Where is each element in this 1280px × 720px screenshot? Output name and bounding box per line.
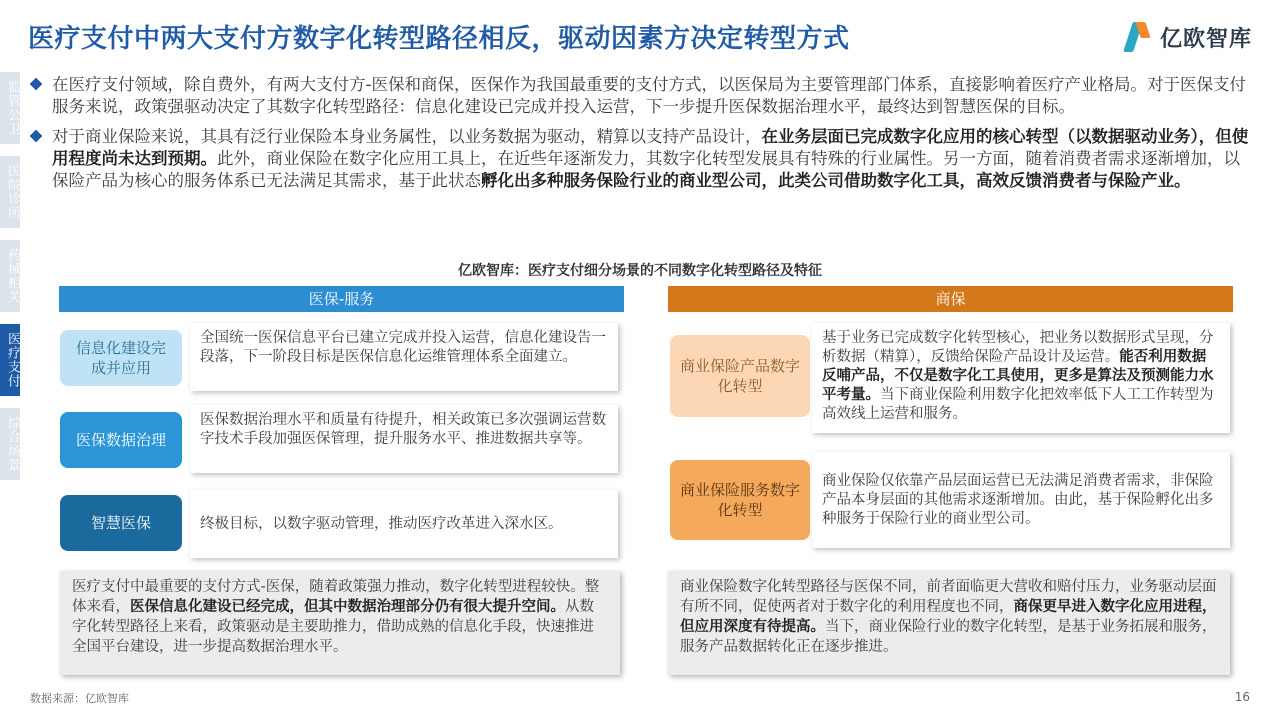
stage-desc-service-digital: 商业保险仅依靠产品层面运营已无法满足消费者需求，非保险产品本身层面的其他需求逐渐增加。由此，基于保险孵化出多种服务于保险行业的商业型公司。 [812, 452, 1230, 548]
logo [1126, 20, 1252, 54]
logo-text: 亿欧智库 [1159, 26, 1252, 52]
summary-text: 医疗支付中最重要的支付方式-医保，随着政策强力推动，数字化转型进程较快。整体来看， [72, 579, 600, 615]
stage-label-product-digital: 商业保险产品数字化转型 [670, 335, 810, 417]
diamond-bullet-icon [30, 78, 43, 91]
nav-tab-pharma[interactable]: 药械相关 [0, 240, 20, 312]
bullet-text: 此外，商业保险在数字化应用工具上，在近些年逐渐发力，其数字化转型发展具有特殊的行业属性。另一方面，随着消费者需求逐渐增加，以保险产品为核心的服务体系已无法满足其需求，基于此状态 [52, 149, 1240, 190]
stage-label-data-governance: 医保数据治理 [60, 412, 182, 468]
bullet-emphasis: 孵化出多种服务保险行业的商业型公司，此类公司借助数字化工具，高效反馈消费者与保险产业。 [481, 171, 1191, 190]
bullet-item [30, 74, 1252, 118]
nav-tab-regulation[interactable]: 监管公卫 [0, 72, 20, 144]
column-header-medical-insurance: 医保-服务 [59, 286, 624, 312]
summary-text: 当下，商业保险行业的数字化转型，是基于业务拓展和服务，服务产品数据转化正在逐步推进。 [680, 619, 1217, 655]
stage-desc-info-build: 全国统一医保信息平台已建立完成并投入运营，信息化建设告一段落，下一阶段目标是医保信息化运维管理体系全面建立。 [190, 323, 618, 391]
data-source: 数据来源：亿欧智库 [30, 692, 129, 705]
bullet-text: 在医疗支付领域，除自费外，有两大支付方-医保和商保，医保作为我国最重要的支付方式，以医保局为主要管理部门体系，直接影响着医疗产业格局。对于医保支付服务来说，政策强驱动决定了其数字化转型路径：信息化建设已完成并投入运营，下一步提升医保数据治理水平，最终达到智慧医保的目标。 [52, 75, 1246, 116]
intro-bullets [30, 74, 1252, 200]
summary-text: 从数字化转型路径上来看，政策驱动是主要助推力，借助成熟的信息化手段，快速推进全国平台建设，进一步提高数据治理水平。 [72, 599, 594, 655]
figure-title: 亿欧智库：医疗支付细分场景的不同数字化转型路径及特征 [458, 263, 822, 279]
column-header-commercial-insurance: 商保 [668, 286, 1233, 312]
desc-text: 基于业务已完成数字化转型核心，把业务以数据形式呈现，分析数据（精算），反馈给保险产品设计及运营。 [822, 330, 1214, 365]
page-title: 医疗支付中两大支付方数字化转型路径相反，驱动因素方决定转型方式 [28, 24, 850, 54]
section-nav [0, 72, 20, 492]
summary-emphasis: 商保更早进入数字化应用进程，但应用深度有待提高。 [680, 599, 1217, 635]
bullet-emphasis: 在业务层面已完成数字化应用的核心转型（以数据驱动业务），但使用程度尚未达到预期。 [52, 127, 1249, 168]
diamond-bullet-icon [30, 130, 43, 143]
summary-emphasis: 医保信息化建设已经完成，但其中数据治理部分仍有很大提升空间。 [130, 599, 565, 615]
page-number: 16 [1234, 690, 1250, 704]
summary-commercial-insurance [668, 571, 1230, 675]
nav-tab-integrated[interactable]: 综合场景 [0, 408, 20, 480]
stage-desc-product-digital [812, 323, 1230, 433]
stage-desc-smart-insurance: 终极目标，以数字驱动管理，推动医疗改革进入深水区。 [190, 490, 618, 558]
nav-tab-payment[interactable]: 医疗支付 [0, 324, 20, 396]
stage-label-smart-insurance: 智慧医保 [60, 495, 182, 551]
stage-label-service-digital: 商业保险服务数字化转型 [670, 460, 810, 540]
bullet-text: 对于商业保险来说，其具有泛行业保险本身业务属性，以业务数据为驱动，精算以支持产品设计， [52, 127, 762, 146]
summary-text: 商业保险数字化转型路径与医保不同，前者面临更大营收和赔付压力，业务驱动层面有所不同，促使两者对于数字化的利用程度也不同， [680, 579, 1217, 615]
summary-medical-insurance [60, 571, 620, 675]
logo-icon [1126, 20, 1154, 54]
stage-label-info-build: 信息化建设完成并应用 [60, 330, 182, 386]
bullet-item [30, 126, 1252, 192]
desc-emphasis: 能否利用数据反哺产品，不仅是数字化工具使用，更多是算法及预测能力水平考量。 [822, 349, 1214, 403]
stage-desc-data-governance: 医保数据治理水平和质量有待提升，相关政策已多次强调运营数字技术手段加强医保管理，提升服务水平、推进数据共享等。 [190, 405, 618, 473]
nav-tab-hospital[interactable]: 医院诊所 [0, 156, 20, 228]
desc-text: 当下商业保险利用数字化把效率低下人工工作转型为高效线上运营和服务。 [822, 387, 1214, 422]
